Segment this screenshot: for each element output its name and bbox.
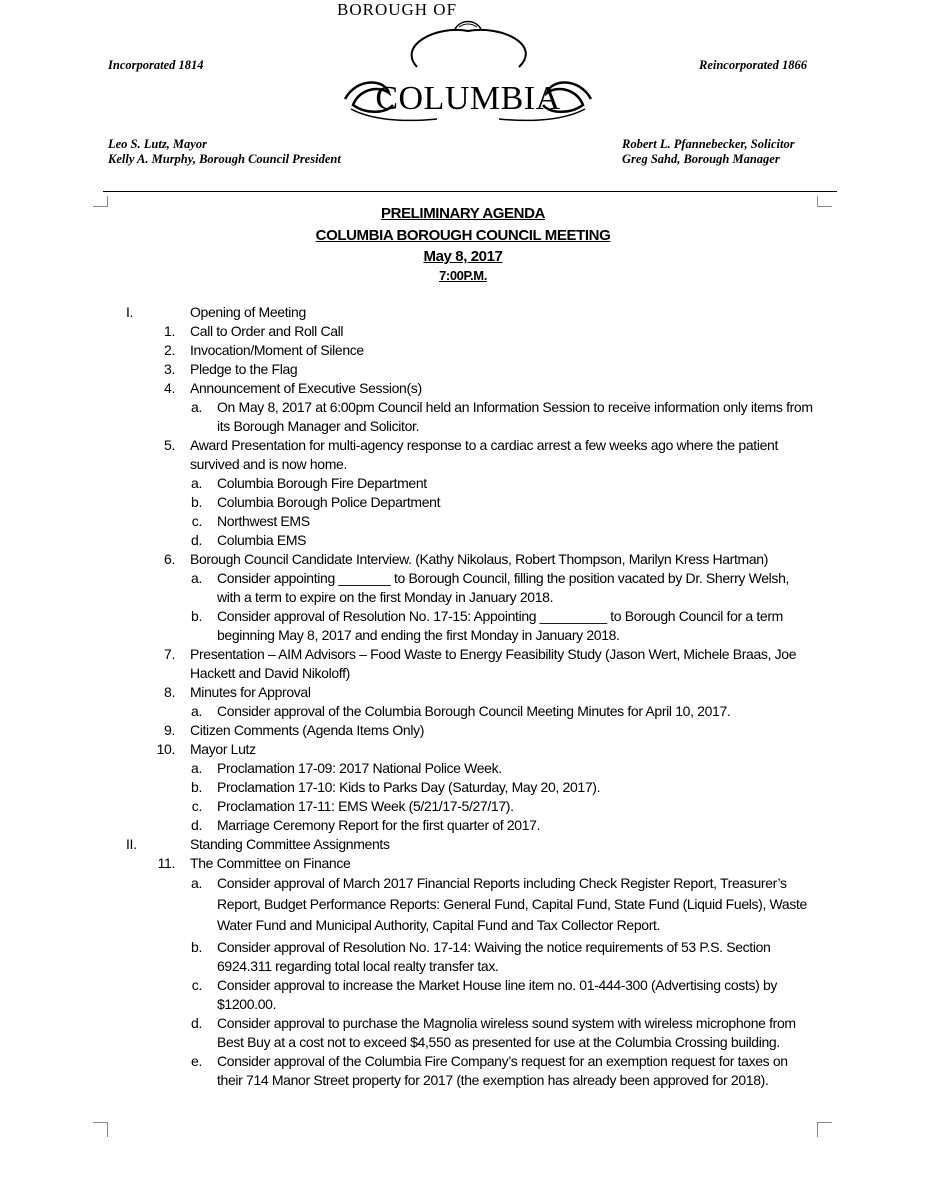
subitem-letter: a. [191, 399, 202, 415]
subitem-letter: c. [191, 798, 202, 814]
item-number: 10. [156, 741, 175, 757]
section-committees [0, 835, 926, 854]
subitem-letter: b. [191, 779, 202, 795]
council-president-text: Kelly A. Murphy, Borough Council President [108, 152, 341, 166]
agenda-subitem [0, 607, 926, 645]
subitem-letter: a. [191, 570, 202, 586]
subitem-text: On May 8, 2017 at 6:00pm Council held an Information Session to receive information only items from its Borough Manager and Solicitor. [217, 399, 813, 434]
item-text: Presentation – AIM Advisors – Food Waste to Energy Feasibility Study (Jason Wert, Michele Braas, Joe Hackett and David Nikoloff) [190, 646, 797, 681]
agenda-subitem [0, 816, 926, 835]
item-number: 2. [164, 342, 175, 358]
item-text: Minutes for Approval [190, 684, 311, 700]
subitem-letter: a. [191, 475, 202, 491]
agenda-list [0, 303, 926, 1090]
subitem-text: Consider approval of the Columbia Borough Council Meeting Minutes for April 10, 2017. [217, 703, 731, 719]
agenda-subitem [0, 938, 926, 976]
borough-logo [337, 0, 599, 133]
subitem-letter: d. [191, 817, 202, 833]
subitem-letter: a. [191, 703, 202, 719]
agenda-item [0, 341, 926, 360]
subitem-letter: b. [191, 608, 202, 624]
subitem-letter: e. [191, 1053, 202, 1069]
crop-mark-bottom-right [817, 1122, 832, 1137]
subitem-letter: c. [191, 977, 202, 993]
agenda-title: PRELIMINARY AGENDA [381, 205, 545, 222]
section-number: I. [126, 304, 134, 320]
subitem-text: Consider approval to increase the Market House line item no. 01-444-300 (Advertising costs) by $1200.00. [217, 977, 778, 1012]
agenda-subitem [0, 797, 926, 816]
subitem-text: Columbia Borough Fire Department [217, 475, 427, 491]
item-text: Pledge to the Flag [190, 361, 298, 377]
subitem-letter: d. [191, 532, 202, 548]
section-opening [0, 303, 926, 322]
subitem-text: Consider approval of Resolution No. 17-14: Waiving the notice requirements of 53 P.S. Section 6924.311 regarding total local realty transfer tax. [217, 939, 771, 974]
item-number: 8. [164, 684, 175, 700]
agenda-subitem [0, 569, 926, 607]
item-number: 4. [164, 380, 175, 396]
meeting-title: COLUMBIA BOROUGH COUNCIL MEETING [315, 227, 611, 244]
agenda-subitem [0, 474, 926, 493]
agenda-item [0, 550, 926, 569]
section-number: II. [126, 836, 137, 852]
subitem-letter: a. [191, 760, 202, 776]
agenda-subitem [0, 493, 926, 512]
subitem-letter: d. [191, 1015, 202, 1031]
solicitor-text: Robert L. Pfannebecker, Solicitor [622, 137, 795, 151]
agenda-item [0, 683, 926, 702]
subitem-text: Marriage Ceremony Report for the first quarter of 2017. [217, 817, 541, 833]
agenda-item [0, 436, 926, 474]
item-text: Mayor Lutz [190, 741, 256, 757]
subitem-letter: b. [191, 494, 202, 510]
meeting-date: May 8, 2017 [423, 248, 503, 265]
agenda-item [0, 740, 926, 759]
item-text: Call to Order and Roll Call [190, 323, 344, 339]
item-number: 6. [164, 551, 175, 567]
subitem-text: Consider appointing _______ to Borough Council, filling the position vacated by Dr. Sherry Welsh, with a term to expire on the first Monday in January 2018. [217, 570, 790, 605]
incorporated-text: Incorporated 1814 [108, 58, 204, 72]
subitem-text: Consider approval of the Columbia Fire Company’s request for an exemption request for taxes on their 714 Manor Street property for 2017 (the exemption has already been approved for 2018). [217, 1053, 788, 1088]
logo-main-text: COLUMBIA [375, 80, 561, 117]
agenda-subitem [0, 976, 926, 1014]
item-text: Award Presentation for multi-agency response to a cardiac arrest a few weeks ago where the patient survived and is now home. [190, 437, 778, 472]
item-number: 9. [164, 722, 175, 738]
agenda-item [0, 645, 926, 683]
agenda-subitem [0, 1052, 926, 1090]
item-text: Borough Council Candidate Interview. (Kathy Nikolaus, Robert Thompson, Marilyn Kress Hartman) [190, 551, 769, 567]
manager-text: Greg Sahd, Borough Manager [622, 152, 780, 166]
subitem-text: Consider approval to purchase the Magnolia wireless sound system with wireless microphone from Best Buy at a cost not to exceed $4,550 as presented for use at the Columbia Crossing building. [217, 1015, 796, 1050]
item-number: 11. [157, 855, 175, 871]
item-text: The Committee on Finance [190, 855, 351, 871]
item-text: Announcement of Executive Session(s) [190, 380, 422, 396]
reincorporated-text: Reincorporated 1866 [699, 58, 807, 72]
item-number: 5. [164, 437, 175, 453]
item-text: Invocation/Moment of Silence [190, 342, 364, 358]
item-number: 1. [164, 323, 175, 339]
agenda-subitem [0, 512, 926, 531]
item-text: Citizen Comments (Agenda Items Only) [190, 722, 425, 738]
header-rule [103, 191, 837, 192]
agenda-item [0, 360, 926, 379]
subitem-letter: b. [191, 939, 202, 955]
subitem-text: Proclamation 17-11: EMS Week (5/21/17-5/27/17). [217, 798, 514, 814]
logo-top-text: BOROUGH OF [337, 0, 458, 19]
meeting-time: 7:00P.M. [439, 268, 487, 283]
mayor-text: Leo S. Lutz, Mayor [108, 137, 207, 151]
subitem-letter: a. [191, 875, 202, 891]
item-number: 3. [164, 361, 175, 377]
crop-mark-bottom-left [93, 1122, 108, 1137]
section-title: Standing Committee Assignments [190, 836, 390, 852]
subitem-text: Columbia Borough Police Department [217, 494, 441, 510]
subitem-letter: c. [191, 513, 202, 529]
subitem-text: Columbia EMS [217, 532, 307, 548]
agenda-subitem [0, 778, 926, 797]
agenda-subitem [0, 531, 926, 550]
subitem-text: Proclamation 17-10: Kids to Parks Day (Saturday, May 20, 2017). [217, 779, 601, 795]
subitem-text: Proclamation 17-09: 2017 National Police Week. [217, 760, 502, 776]
agenda-item [0, 379, 926, 398]
agenda-subitem [0, 398, 926, 436]
item-number: 7. [164, 646, 175, 662]
agenda-item [0, 322, 926, 341]
agenda-item [0, 854, 926, 873]
subitem-text: Consider approval of March 2017 Financial Reports including Check Register Report, Treasurer’s Report, Budget Performance Reports: General Fund, Capital Fund, State Fund (Liquid Fuels), Waste Water Fund and Municipal Authority, Capital Fund and Tax Collector Report. [217, 875, 807, 933]
agenda-subitem [0, 702, 926, 721]
agenda-subitem [0, 873, 926, 936]
agenda-subitem [0, 1014, 926, 1052]
agenda-subitem [0, 759, 926, 778]
subitem-text: Northwest EMS [217, 513, 310, 529]
subitem-text: Consider approval of Resolution No. 17-15: Appointing _________ to Borough Council for a term beginning May 8, 2017 and ending the first Monday in January 2018. [217, 608, 783, 643]
section-title: Opening of Meeting [190, 304, 306, 320]
agenda-item [0, 721, 926, 740]
